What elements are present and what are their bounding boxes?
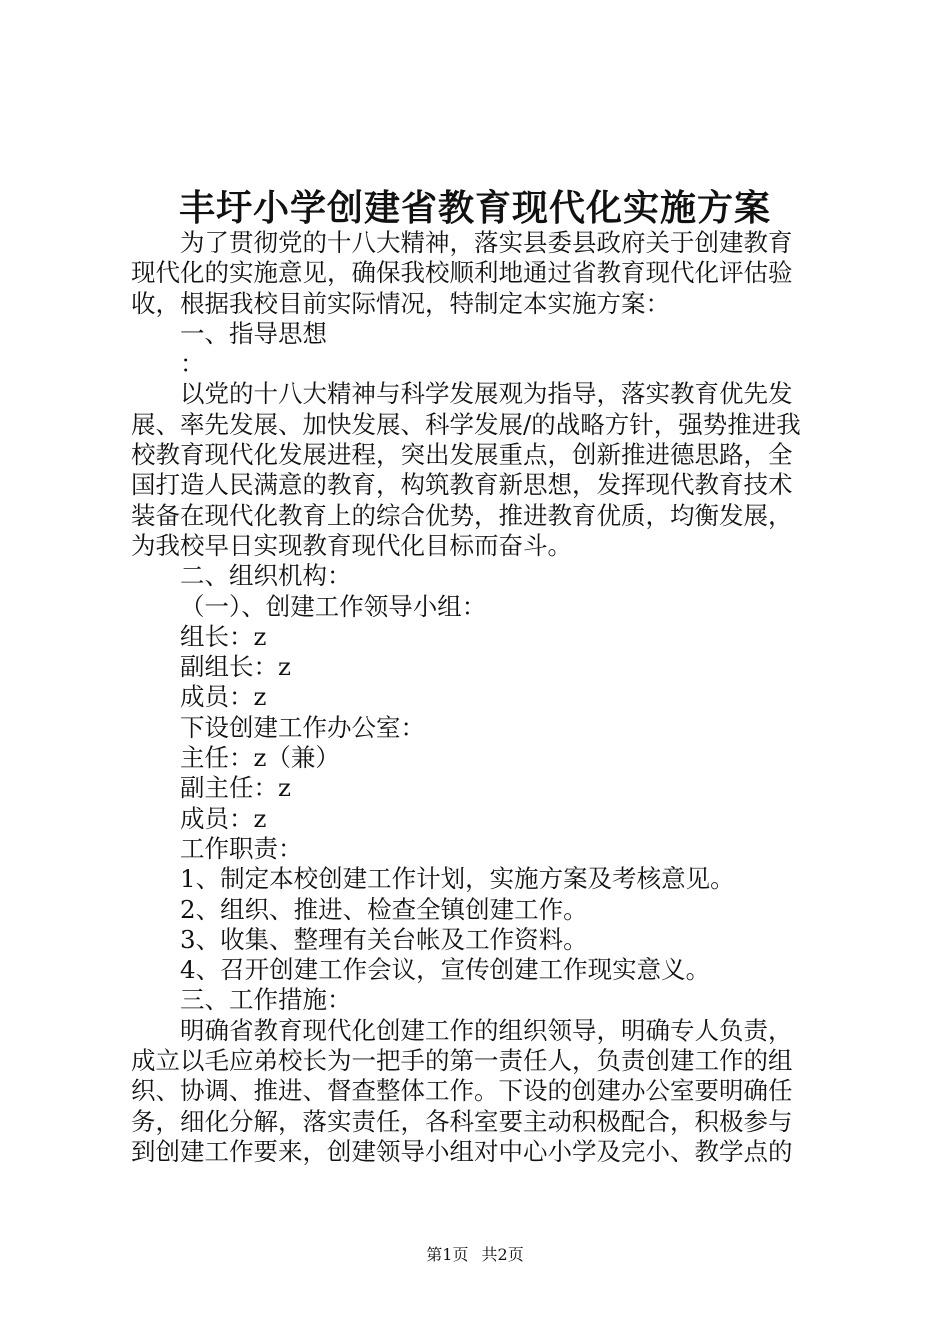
paragraph-line: ：: [180, 349, 205, 379]
paragraph-line: 工作职责：: [180, 833, 303, 863]
paragraph-line: 现代化的实施意见，确保我校顺利地通过省教育现代化评估验: [131, 258, 793, 288]
paragraph-line: 务，细化分解，落实责任，各科室要主动积极配合，积极参与: [131, 1106, 793, 1136]
page-number: 第1页: [426, 1245, 469, 1264]
paragraph-line: 为了贯彻党的十八大精神，落实县委县政府关于创建教育: [180, 228, 793, 257]
section-heading: 二、组织机构：: [180, 561, 352, 591]
document-body: [131, 228, 831, 1167]
member-line: 组长：z: [180, 621, 267, 651]
paragraph-line: 成立以毛应弟校长为一把手的第一责任人，负责创建工作的组: [131, 1046, 793, 1076]
paragraph-line: 校教育现代化发展进程，突出发展重点，创新推进德思路，全: [131, 440, 793, 470]
page-total: 共2页: [481, 1245, 524, 1264]
member-line: 主任：z（兼）: [180, 743, 340, 773]
member-line: 成员：z: [180, 803, 267, 833]
paragraph-line: 收，根据我校目前实际情况，特制定本实施方案：: [131, 288, 670, 318]
page-footer: [0, 1244, 950, 1266]
subsection-heading: （一）、创建工作领导小组：: [180, 591, 487, 621]
paragraph-line: 装备在现代化教育上的综合优势，推进教育优质，均衡发展，: [131, 500, 793, 530]
paragraph-line: 织、协调、推进、督查整体工作。下设的创建办公室要明确任: [131, 1076, 793, 1106]
paragraph-line: 到创建工作要来，创建领导小组对中心小学及完小、教学点的: [131, 1136, 793, 1166]
paragraph-line: 下设创建工作办公室：: [180, 712, 425, 742]
document-title: 丰圩小学创建省教育现代化实施方案: [178, 187, 771, 229]
member-line: 副组长：z: [180, 652, 291, 682]
paragraph-line: 国打造人民满意的教育，构筑教育新思想，发挥现代教育技术: [131, 470, 793, 500]
paragraph-line: 为我校早日实现教育现代化目标而奋斗。: [131, 530, 572, 560]
section-heading: 一、指导思想: [180, 318, 327, 348]
list-item: 3、收集、整理有关台帐及工作资料。: [180, 924, 588, 954]
member-line: 成员：z: [180, 682, 267, 712]
list-item: 4、召开创建工作会议，宣传创建工作现实意义。: [180, 955, 711, 985]
member-line: 副主任：z: [180, 773, 291, 803]
section-heading: 三、工作措施：: [180, 985, 352, 1015]
paragraph-line: 以党的十八大精神与科学发展观为指导，落实教育优先发: [180, 379, 793, 409]
paragraph-line: 明确省教育现代化创建工作的组织领导，明确专人负责，: [180, 1015, 793, 1045]
list-item: 2、组织、推进、检查全镇创建工作。: [180, 894, 588, 924]
paragraph-line: 展、率先发展、加快发展、科学发展/的战略方针，强势推进我: [131, 409, 801, 439]
list-item: 1、制定本校创建工作计划，实施方案及考核意见。: [180, 864, 735, 894]
